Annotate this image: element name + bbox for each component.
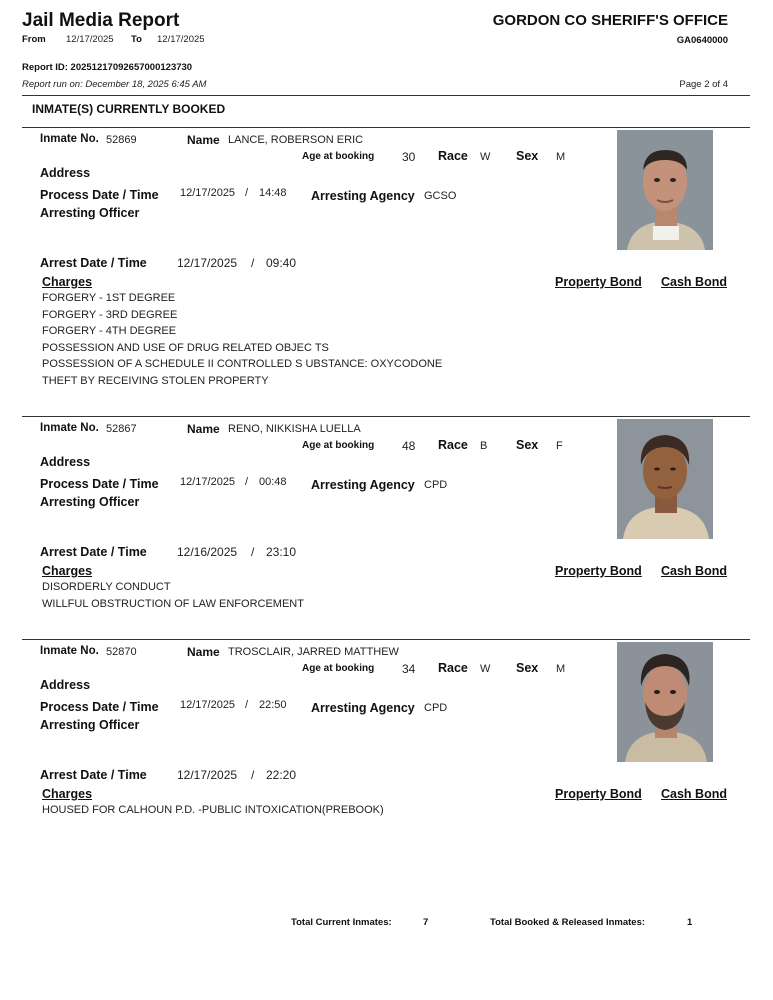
charge-item: THEFT BY RECEIVING STOLEN PROPERTY: [42, 375, 269, 387]
inmate-no: 52867: [106, 423, 137, 435]
process-time: 14:48: [259, 187, 287, 199]
name-label: Name: [187, 645, 220, 659]
inmate-no: 52870: [106, 646, 137, 658]
inmate-sex: M: [556, 151, 566, 163]
name-label: Name: [187, 422, 220, 436]
inmate-no: 52869: [106, 134, 137, 146]
age-label: Age at booking: [302, 440, 375, 451]
mugshot-photo: [617, 130, 713, 250]
to-date: 12/17/2025: [157, 34, 205, 45]
arresting-agency: GCSO: [424, 190, 457, 202]
charge-item: HOUSED FOR CALHOUN P.D. -PUBLIC INTOXICATION(PREBOOK): [42, 804, 384, 816]
name-label: Name: [187, 133, 220, 147]
from-label: From: [22, 34, 46, 45]
arrest-time: 09:40: [266, 256, 297, 270]
charge-item: POSSESSION OF A SCHEDULE II CONTROLLED S UBSTANCE: OXYCODONE: [42, 358, 443, 370]
property-bond-label: Property Bond: [555, 275, 642, 289]
process-label: Process Date / Time: [40, 700, 159, 714]
age-label: Age at booking: [302, 151, 375, 162]
report-id: Report ID: 20251217092657000123730: [22, 62, 193, 73]
inmate-name: LANCE, ROBERSON ERIC: [228, 134, 364, 146]
process-date: 12/17/2025: [180, 187, 236, 199]
mugshot-photo: [617, 419, 713, 539]
arresting-officer-label: Arresting Officer: [40, 495, 140, 509]
inmate-sex: F: [556, 440, 563, 452]
inmate-sex: M: [556, 663, 566, 675]
total-released-value: 1: [687, 917, 693, 928]
arrest-time: 22:20: [266, 768, 297, 782]
header-divider: [22, 95, 750, 96]
arresting-agency-label: Arresting Agency: [311, 478, 415, 492]
process-sep: /: [245, 187, 249, 199]
charge-item: FORGERY - 1ST DEGREE: [42, 292, 176, 304]
arresting-agency-label: Arresting Agency: [311, 701, 415, 715]
race-label: Race: [438, 438, 468, 452]
total-released-label: Total Booked & Released Inmates:: [490, 917, 646, 928]
sex-label: Sex: [516, 149, 539, 163]
inmate-no-label: Inmate No.: [40, 422, 99, 434]
report-run-date: Report run on: December 18, 2025 6:45 AM: [22, 79, 207, 90]
charges-label: Charges: [42, 275, 93, 289]
arrest-date: 12/16/2025: [177, 545, 238, 559]
sex-label: Sex: [516, 438, 539, 452]
inmate-divider: [22, 127, 750, 128]
arrest-date: 12/17/2025: [177, 768, 238, 782]
process-label: Process Date / Time: [40, 477, 159, 491]
inmate-race: B: [480, 440, 488, 452]
arrest-sep: /: [251, 256, 255, 270]
report-title: Jail Media Report: [22, 10, 180, 31]
cash-bond-label: Cash Bond: [661, 787, 727, 801]
arresting-officer-label: Arresting Officer: [40, 206, 140, 220]
agency-code: GA0640000: [676, 35, 728, 46]
sex-label: Sex: [516, 661, 539, 675]
property-bond-label: Property Bond: [555, 564, 642, 578]
address-label: Address: [40, 678, 91, 692]
process-sep: /: [245, 699, 249, 711]
cash-bond-label: Cash Bond: [661, 275, 727, 289]
process-time: 00:48: [259, 476, 287, 488]
inmate-age: 30: [402, 150, 416, 164]
agency-name: GORDON CO SHERIFF'S OFFICE: [492, 12, 728, 29]
age-label: Age at booking: [302, 663, 375, 674]
process-date: 12/17/2025: [180, 699, 236, 711]
inmate-race: W: [480, 151, 491, 163]
inmate-no-label: Inmate No.: [40, 133, 99, 145]
inmate-name: RENO, NIKKISHA LUELLA: [228, 423, 361, 435]
inmate-name: TROSCLAIR, JARRED MATTHEW: [228, 646, 399, 658]
arresting-officer-label: Arresting Officer: [40, 718, 140, 732]
inmate-divider: [22, 416, 750, 417]
process-time: 22:50: [259, 699, 287, 711]
charge-item: FORGERY - 3RD DEGREE: [42, 309, 178, 321]
page-number: Page 2 of 4: [679, 79, 728, 90]
process-label: Process Date / Time: [40, 188, 159, 202]
inmate-age: 34: [402, 662, 416, 676]
to-label: To: [131, 34, 142, 45]
address-label: Address: [40, 166, 91, 180]
charge-item: FORGERY - 4TH DEGREE: [42, 325, 177, 337]
arrest-sep: /: [251, 768, 255, 782]
charge-item: WILLFUL OBSTRUCTION OF LAW ENFORCEMENT: [42, 598, 304, 610]
section-title: INMATE(S) CURRENTLY BOOKED: [32, 102, 226, 116]
arrest-time: 23:10: [266, 545, 297, 559]
total-current-label: Total Current Inmates:: [291, 917, 392, 928]
total-current-value: 7: [423, 917, 429, 928]
arrest-label: Arrest Date / Time: [40, 256, 147, 270]
inmate-divider: [22, 639, 750, 640]
race-label: Race: [438, 149, 468, 163]
inmate-race: W: [480, 663, 491, 675]
arrest-label: Arrest Date / Time: [40, 768, 147, 782]
arresting-agency-label: Arresting Agency: [311, 189, 415, 203]
arresting-agency: CPD: [424, 702, 448, 714]
charges-label: Charges: [42, 564, 93, 578]
charge-item: POSSESSION AND USE OF DRUG RELATED OBJEC TS: [42, 342, 329, 354]
from-date: 12/17/2025: [66, 34, 114, 45]
address-label: Address: [40, 455, 91, 469]
arresting-agency: CPD: [424, 479, 448, 491]
arrest-label: Arrest Date / Time: [40, 545, 147, 559]
race-label: Race: [438, 661, 468, 675]
charge-item: DISORDERLY CONDUCT: [42, 581, 171, 593]
inmate-no-label: Inmate No.: [40, 645, 99, 657]
process-date: 12/17/2025: [180, 476, 236, 488]
arrest-date: 12/17/2025: [177, 256, 238, 270]
mugshot-photo: [617, 642, 713, 762]
property-bond-label: Property Bond: [555, 787, 642, 801]
inmate-age: 48: [402, 439, 416, 453]
process-sep: /: [245, 476, 249, 488]
cash-bond-label: Cash Bond: [661, 564, 727, 578]
arrest-sep: /: [251, 545, 255, 559]
charges-label: Charges: [42, 787, 93, 801]
